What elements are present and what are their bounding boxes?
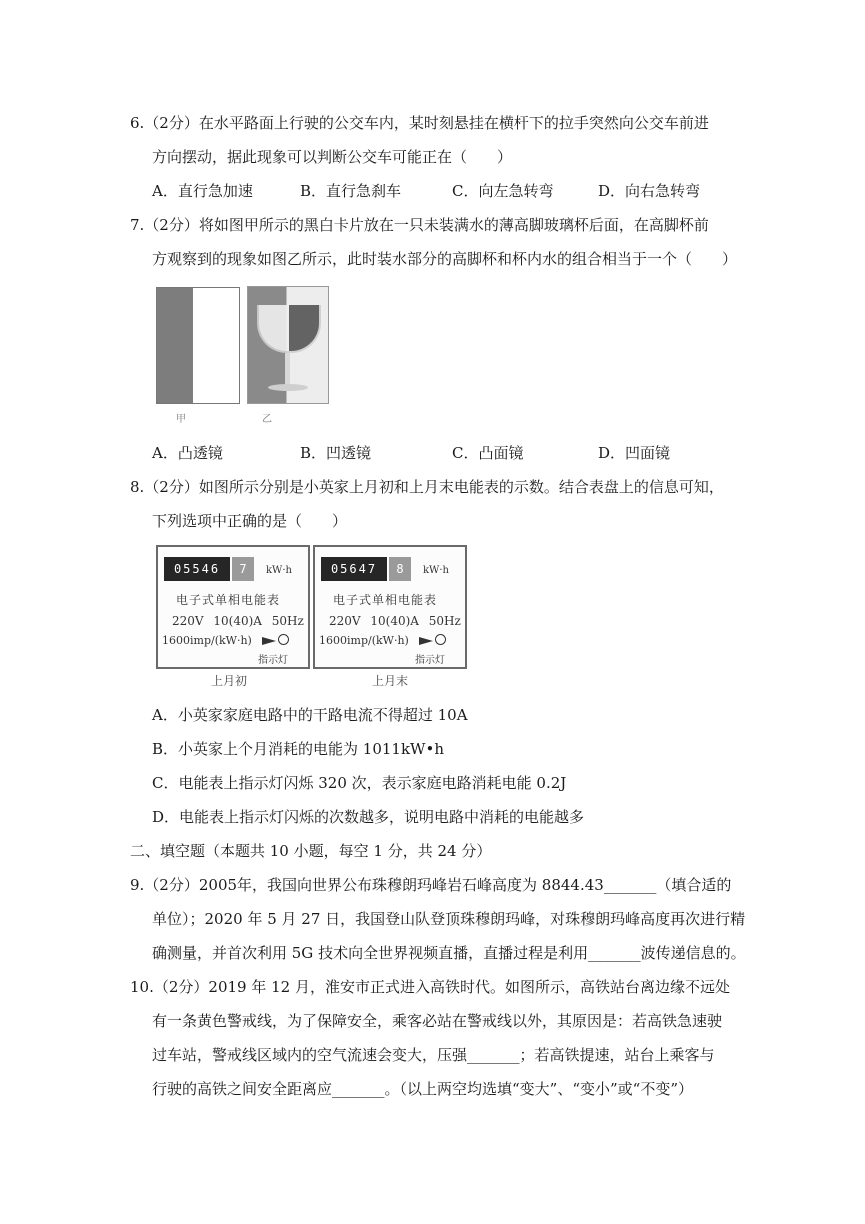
figure-label-yi: 乙 (262, 414, 272, 425)
meter-spec: 220V 10(40)A 50Hz (329, 614, 461, 628)
q8-option-c: C．电能表上指示灯闪烁 320 次，表示家庭电路消耗电能 0.2J (152, 774, 567, 792)
glass-stem (285, 353, 290, 385)
q10-line2: 有一条黄色警戒线，为了保障安全，乘客必站在警戒线以外，其原因是：若高铁急速驶 (152, 1012, 723, 1030)
meter-title: 电子式单相电能表 (333, 593, 438, 607)
meter-caption-end: 上月末 (372, 674, 409, 688)
figure-yi-glass (247, 286, 329, 404)
meter-title: 电子式单相电能表 (176, 593, 281, 607)
q8-option-a: A．小英家家庭电路中的干路电流不得超过 10A (152, 706, 468, 724)
meter-end-of-month (313, 545, 467, 669)
q7-line1: 7.（2分）将如图甲所示的黑白卡片放在一只未装满水的薄高脚玻璃杯后面，在高脚杯前 (130, 216, 709, 234)
figure-label-jia: 甲 (176, 414, 186, 425)
figure-jia-card (156, 287, 240, 404)
q7-option-b: B．凹透镜 (300, 444, 372, 462)
q10-line1: 10.（2分）2019 年 12 月，淮安市正式进入高铁时代。如图所示，高铁站台离边缘不远处 (130, 978, 730, 996)
q8-line2: 下列选项中正确的是（ ） (152, 512, 348, 530)
glass-base (268, 384, 308, 391)
section-heading: 二、填空题（本题共 10 小题，每空 1 分，共 24 分） (130, 842, 492, 860)
glass-bowl (257, 305, 321, 353)
q6-option-c: C．向左急转弯 (452, 182, 554, 200)
q8-option-b: B．小英家上个月消耗的电能为 1011kW•h (152, 740, 444, 758)
meter-last-digit: 8 (389, 557, 411, 581)
q6-option-b: B．直行急刹车 (300, 182, 402, 200)
q8-option-d: D．电能表上指示灯闪烁的次数越多，说明电路中消耗的电能越多 (152, 808, 585, 826)
meter-digits: 05546 (164, 557, 230, 581)
q7-option-a: A．凸透镜 (152, 444, 223, 462)
q9-line2: 单位）；2020 年 5 月 27 日，我国登山队登顶珠穆朗玛峰，对珠穆朗玛峰高度再次进行精 (152, 910, 746, 928)
meter-start-of-month (156, 545, 310, 669)
q6-option-d: D．向右急转弯 (598, 182, 701, 200)
meter-digits: 05647 (321, 557, 387, 581)
q7-option-d: D．凹面镜 (598, 444, 671, 462)
meter-unit: kW·h (423, 565, 449, 576)
indicator-arrow-icon (262, 637, 276, 645)
q10-line4: 行驶的高铁之间安全距离应_______。（以上两空均选填“变大”、“变小”或“不变”） (152, 1080, 694, 1098)
meter-imp: 1600imp/(kW·h) (319, 634, 409, 647)
meter-lamp-label: 指示灯 (258, 655, 288, 666)
q8-line1: 8.（2分）如图所示分别是小英家上月初和上月末电能表的示数。结合表盘上的信息可知， (130, 478, 724, 496)
meter-spec: 220V 10(40)A 50Hz (172, 614, 304, 628)
q10-line3: 过车站，警戒线区域内的空气流速会变大，压强_______；若高铁提速，站台上乘客与 (152, 1046, 715, 1064)
meter-unit: kW·h (266, 565, 292, 576)
q9-line3: 确测量，并首次利用 5G 技术向全世界视频直播，直播过程是利用_______波传递信息的。 (152, 944, 746, 962)
indicator-lamp-icon (435, 634, 446, 645)
q6-line1: 6.（2分）在水平路面上行驶的公交车内，某时刻悬挂在横杆下的拉手突然向公交车前进 (130, 114, 709, 132)
indicator-arrow-icon (419, 637, 433, 645)
meter-lamp-label: 指示灯 (415, 655, 445, 666)
q7-line2: 方观察到的现象如图乙所示，此时装水部分的高脚杯和杯内水的组合相当于一个（ ） (152, 250, 738, 268)
q9-line1: 9.（2分）2005年，我国向世界公布珠穆朗玛峰岩石峰高度为 8844.43_______（填合适的 (130, 876, 732, 894)
card-black-half (157, 288, 193, 403)
q7-option-c: C．凸面镜 (452, 444, 524, 462)
meter-imp: 1600imp/(kW·h) (162, 634, 252, 647)
meter-last-digit: 7 (232, 557, 254, 581)
meter-caption-start: 上月初 (211, 674, 248, 688)
q6-option-a: A．直行急加速 (152, 182, 253, 200)
q6-line2: 方向摆动，据此现象可以判断公交车可能正在（ ） (152, 148, 513, 166)
indicator-lamp-icon (278, 634, 289, 645)
